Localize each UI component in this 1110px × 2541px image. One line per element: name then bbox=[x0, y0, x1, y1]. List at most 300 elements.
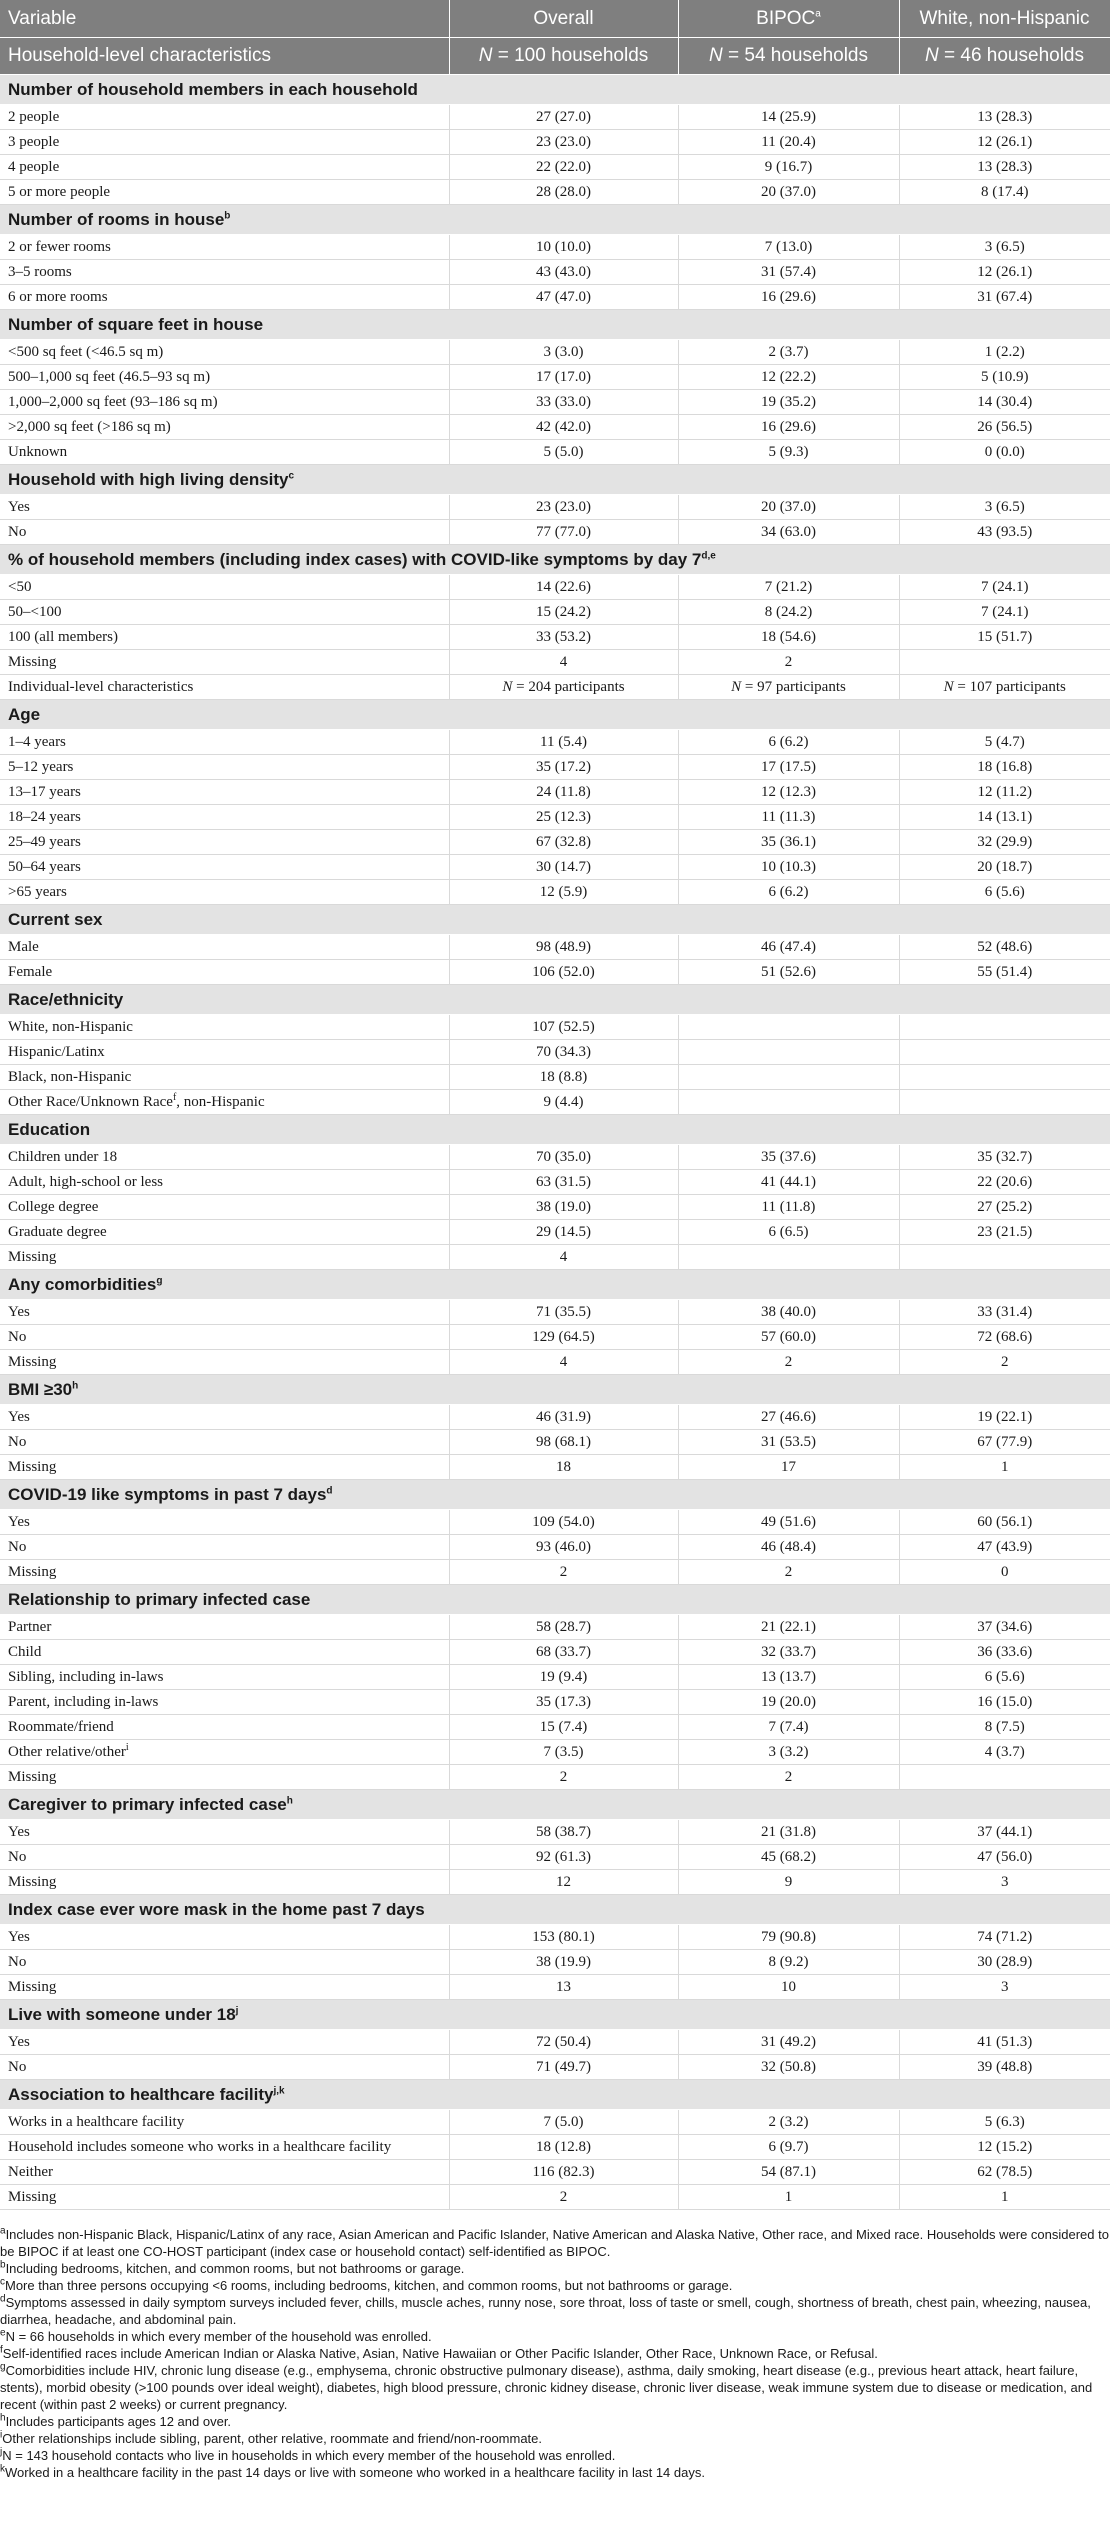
table-row bbox=[0, 730, 1110, 755]
row-value: 6 (5.6) bbox=[899, 1665, 1110, 1690]
row-value: 9 (16.7) bbox=[678, 155, 899, 180]
row-value: 11 (11.3) bbox=[678, 805, 899, 830]
row-value: 45 (68.2) bbox=[678, 1845, 899, 1870]
row-value: 32 (29.9) bbox=[899, 830, 1110, 855]
row-label: 5–12 years bbox=[0, 755, 449, 780]
row-value bbox=[678, 1040, 899, 1065]
row-label: Works in a healthcare facility bbox=[0, 2110, 449, 2135]
row-value: 6 (6.2) bbox=[678, 730, 899, 755]
row-label: <500 sq feet (<46.5 sq m) bbox=[0, 340, 449, 365]
section-header bbox=[0, 1585, 1110, 1615]
table-row bbox=[0, 1090, 1110, 1115]
row-value: 36 (33.6) bbox=[899, 1640, 1110, 1665]
footnotes bbox=[0, 2226, 1110, 2481]
header-variable: Variable bbox=[0, 0, 449, 38]
row-value bbox=[899, 1245, 1110, 1270]
row-value: 33 (31.4) bbox=[899, 1300, 1110, 1325]
table-row bbox=[0, 1665, 1110, 1690]
row-value: 47 (47.0) bbox=[449, 285, 678, 310]
row-value: 7 (24.1) bbox=[899, 600, 1110, 625]
row-label: Missing bbox=[0, 1455, 449, 1480]
row-value: 18 (16.8) bbox=[899, 755, 1110, 780]
row-value: 42 (42.0) bbox=[449, 415, 678, 440]
table-row bbox=[0, 440, 1110, 465]
row-label: Household includes someone who works in a healthcare facility bbox=[0, 2135, 449, 2160]
row-value: 106 (52.0) bbox=[449, 960, 678, 985]
row-value: 35 (32.7) bbox=[899, 1145, 1110, 1170]
row-value: 51 (52.6) bbox=[678, 960, 899, 985]
row-value: 58 (28.7) bbox=[449, 1615, 678, 1640]
row-value: 13 (28.3) bbox=[899, 105, 1110, 130]
row-label: 3–5 rooms bbox=[0, 260, 449, 285]
table-row bbox=[0, 2030, 1110, 2055]
table-row bbox=[0, 390, 1110, 415]
section-header bbox=[0, 205, 1110, 235]
row-value: 4 bbox=[449, 650, 678, 675]
row-label: Yes bbox=[0, 1405, 449, 1430]
row-value: 49 (51.6) bbox=[678, 1510, 899, 1535]
row-value: 7 (21.2) bbox=[678, 575, 899, 600]
row-value: 68 (33.7) bbox=[449, 1640, 678, 1665]
row-value: 35 (17.2) bbox=[449, 755, 678, 780]
row-value: 2 bbox=[678, 1560, 899, 1585]
row-value: 27 (27.0) bbox=[449, 105, 678, 130]
row-value: 13 (28.3) bbox=[899, 155, 1110, 180]
header-overall: Overall bbox=[449, 0, 678, 38]
row-value: 14 (25.9) bbox=[678, 105, 899, 130]
table-row bbox=[0, 1820, 1110, 1845]
section-title: Index case ever wore mask in the home past 7 days bbox=[0, 1895, 1110, 1925]
header-overall-n: N = 100 households bbox=[449, 38, 678, 75]
row-value: 67 (77.9) bbox=[899, 1430, 1110, 1455]
row-value: 16 (29.6) bbox=[678, 285, 899, 310]
row-value: 23 (23.0) bbox=[449, 130, 678, 155]
table-row bbox=[0, 600, 1110, 625]
table-row bbox=[0, 1740, 1110, 1765]
row-value: 12 (12.3) bbox=[678, 780, 899, 805]
row-value: 21 (22.1) bbox=[678, 1615, 899, 1640]
row-value: 46 (47.4) bbox=[678, 935, 899, 960]
table-row bbox=[0, 2185, 1110, 2210]
row-value: 57 (60.0) bbox=[678, 1325, 899, 1350]
row-value bbox=[899, 1015, 1110, 1040]
table-row bbox=[0, 1845, 1110, 1870]
row-value: 38 (19.0) bbox=[449, 1195, 678, 1220]
row-value: 2 (3.2) bbox=[678, 2110, 899, 2135]
table-row bbox=[0, 1690, 1110, 1715]
table-row bbox=[0, 1300, 1110, 1325]
section-title: Number of rooms in house$^b$ bbox=[0, 205, 1110, 235]
section-header bbox=[0, 2000, 1110, 2030]
table-row bbox=[0, 650, 1110, 675]
row-label: 2 or fewer rooms bbox=[0, 235, 449, 260]
row-value bbox=[678, 1090, 899, 1115]
row-value: 22 (20.6) bbox=[899, 1170, 1110, 1195]
row-label: Female bbox=[0, 960, 449, 985]
row-value bbox=[899, 1090, 1110, 1115]
individual-level-label: Individual-level characteristics bbox=[0, 675, 449, 700]
row-label: Missing bbox=[0, 1870, 449, 1895]
footnote: $^e$N = 66 households in which every member of the household was enrolled. bbox=[0, 2327, 432, 2344]
table-row bbox=[0, 1325, 1110, 1350]
row-value: 153 (80.1) bbox=[449, 1925, 678, 1950]
row-label: Partner bbox=[0, 1615, 449, 1640]
row-value: 2 bbox=[678, 650, 899, 675]
row-value: 9 (4.4) bbox=[449, 1090, 678, 1115]
row-value: 72 (50.4) bbox=[449, 2030, 678, 2055]
table-row bbox=[0, 1350, 1110, 1375]
section-title: Number of square feet in house bbox=[0, 310, 1110, 340]
table-row bbox=[0, 1615, 1110, 1640]
table-row bbox=[0, 415, 1110, 440]
row-value: 10 bbox=[678, 1975, 899, 2000]
table-row bbox=[0, 935, 1110, 960]
table-row bbox=[0, 960, 1110, 985]
row-value: 13 (13.7) bbox=[678, 1665, 899, 1690]
row-value: 11 (20.4) bbox=[678, 130, 899, 155]
table-row bbox=[0, 625, 1110, 650]
row-value: 74 (71.2) bbox=[899, 1925, 1110, 1950]
row-value: 116 (82.3) bbox=[449, 2160, 678, 2185]
row-value: 29 (14.5) bbox=[449, 1220, 678, 1245]
table-row bbox=[0, 2135, 1110, 2160]
row-value: 4 bbox=[449, 1350, 678, 1375]
row-value: 22 (22.0) bbox=[449, 155, 678, 180]
table-row bbox=[0, 830, 1110, 855]
row-value: 71 (49.7) bbox=[449, 2055, 678, 2080]
row-label: White, non-Hispanic bbox=[0, 1015, 449, 1040]
row-value: 7 (13.0) bbox=[678, 235, 899, 260]
row-value: 38 (40.0) bbox=[678, 1300, 899, 1325]
table-row bbox=[0, 1535, 1110, 1560]
section-title: Live with someone under 18$^j$ bbox=[0, 2000, 1110, 2030]
row-value: 2 (3.7) bbox=[678, 340, 899, 365]
section-header bbox=[0, 700, 1110, 730]
row-value: 62 (78.5) bbox=[899, 2160, 1110, 2185]
row-label: Yes bbox=[0, 2030, 449, 2055]
row-value: 2 bbox=[899, 1350, 1110, 1375]
row-label: Male bbox=[0, 935, 449, 960]
row-value: 77 (77.0) bbox=[449, 520, 678, 545]
row-value: 2 bbox=[678, 1350, 899, 1375]
row-label: Missing bbox=[0, 1560, 449, 1585]
footnote: $^g$Comorbidities include HIV, chronic lung disease (e.g., emphysema, chronic obstructive pulmonary disease), asthma, daily smoking, heart disease (e.g., previous heart attack, heart failure, stents), morbid obesity (>100 pounds over ideal weight), diabetes, high blood pressure, chronic kidney disease, chronic liver disease, weak immune system due to disease or medication, and recent (within past 2 weeks) or current pregnancy. bbox=[0, 2361, 1093, 2412]
row-value: 1 bbox=[899, 2185, 1110, 2210]
row-label: 13–17 years bbox=[0, 780, 449, 805]
footnote: $^k$Worked in a healthcare facility in the past 14 days or live with someone who worked in a healthcare facility in last 14 days. bbox=[0, 2463, 705, 2480]
row-value: 19 (20.0) bbox=[678, 1690, 899, 1715]
row-value: 12 (15.2) bbox=[899, 2135, 1110, 2160]
row-value: 12 bbox=[449, 1870, 678, 1895]
row-label: No bbox=[0, 1535, 449, 1560]
row-value: 107 (52.5) bbox=[449, 1015, 678, 1040]
row-value: 92 (61.3) bbox=[449, 1845, 678, 1870]
row-value: 14 (22.6) bbox=[449, 575, 678, 600]
row-label: Parent, including in-laws bbox=[0, 1690, 449, 1715]
section-title: Relationship to primary infected case bbox=[0, 1585, 1110, 1615]
row-value: 15 (51.7) bbox=[899, 625, 1110, 650]
row-label: Missing bbox=[0, 2185, 449, 2210]
section-title: BMI $\ge 30^h$ bbox=[0, 1375, 1110, 1405]
row-value: 19 (35.2) bbox=[678, 390, 899, 415]
section-header bbox=[0, 1790, 1110, 1820]
row-label: Missing bbox=[0, 1245, 449, 1270]
section-header bbox=[0, 310, 1110, 340]
table-row bbox=[0, 880, 1110, 905]
footnote: $^b$Including bedrooms, kitchen, and common rooms, but not bathrooms or garage. bbox=[0, 2259, 465, 2276]
table-row bbox=[0, 365, 1110, 390]
row-value: 2 bbox=[678, 1765, 899, 1790]
footnote: $^f$Self-identified races include American Indian or Alaska Native, Asian, Native Hawaiian or Other Pacific Islander, Other Race, Unknown Race, or Refusal. bbox=[0, 2344, 878, 2361]
row-value: 1 bbox=[899, 1455, 1110, 1480]
table-row bbox=[0, 495, 1110, 520]
row-value: 12 (22.2) bbox=[678, 365, 899, 390]
row-value: 18 (54.6) bbox=[678, 625, 899, 650]
row-label: Unknown bbox=[0, 440, 449, 465]
table-row bbox=[0, 1220, 1110, 1245]
row-value: 39 (48.8) bbox=[899, 2055, 1110, 2080]
row-value: 11 (11.8) bbox=[678, 1195, 899, 1220]
table-row bbox=[0, 2110, 1110, 2135]
row-value: 12 (26.1) bbox=[899, 260, 1110, 285]
table-row bbox=[0, 1170, 1110, 1195]
row-label: Other Race/Unknown Race$^f$, non-Hispanic bbox=[0, 1090, 449, 1115]
row-value: 1 bbox=[678, 2185, 899, 2210]
row-value: 24 (11.8) bbox=[449, 780, 678, 805]
section-title: Household with high living density$^c$ bbox=[0, 465, 1110, 495]
table-row bbox=[0, 575, 1110, 600]
table-row bbox=[0, 340, 1110, 365]
table-row bbox=[0, 1195, 1110, 1220]
row-label: Roommate/friend bbox=[0, 1715, 449, 1740]
row-value: 28 (28.0) bbox=[449, 180, 678, 205]
row-value: 14 (30.4) bbox=[899, 390, 1110, 415]
row-value: 8 (9.2) bbox=[678, 1950, 899, 1975]
household-sections bbox=[0, 75, 1110, 675]
row-value: 30 (28.9) bbox=[899, 1950, 1110, 1975]
row-label: Missing bbox=[0, 1765, 449, 1790]
section-header bbox=[0, 1375, 1110, 1405]
row-value: 33 (53.2) bbox=[449, 625, 678, 650]
section-header bbox=[0, 545, 1110, 575]
row-value: 1 (2.2) bbox=[899, 340, 1110, 365]
row-value: 46 (48.4) bbox=[678, 1535, 899, 1560]
section-header bbox=[0, 1115, 1110, 1145]
row-value: 41 (51.3) bbox=[899, 2030, 1110, 2055]
row-label: Adult, high-school or less bbox=[0, 1170, 449, 1195]
row-label: Other relative/other$^i$ bbox=[0, 1740, 449, 1765]
header-white: White, non-Hispanic bbox=[899, 0, 1110, 38]
row-value: 12 (26.1) bbox=[899, 130, 1110, 155]
row-label: Yes bbox=[0, 495, 449, 520]
row-value: 16 (29.6) bbox=[678, 415, 899, 440]
row-value: 15 (7.4) bbox=[449, 1715, 678, 1740]
section-title: % of household members (including index cases) with COVID-like symptoms by day 7$^{d,e}$ bbox=[0, 545, 1110, 575]
row-label: Yes bbox=[0, 1510, 449, 1535]
footnote: $^i$Other relationships include sibling, parent, other relative, roommate and friend/non-roommate. bbox=[0, 2429, 543, 2446]
row-value: 6 (9.7) bbox=[678, 2135, 899, 2160]
table-row bbox=[0, 2160, 1110, 2185]
row-value: 19 (9.4) bbox=[449, 1665, 678, 1690]
row-value: 3 bbox=[899, 1975, 1110, 2000]
table-row bbox=[0, 260, 1110, 285]
row-value: 3 bbox=[899, 1870, 1110, 1895]
row-value: 33 (33.0) bbox=[449, 390, 678, 415]
row-value: 7 (3.5) bbox=[449, 1740, 678, 1765]
row-value: 43 (43.0) bbox=[449, 260, 678, 285]
row-label: 2 people bbox=[0, 105, 449, 130]
row-value: 18 (8.8) bbox=[449, 1065, 678, 1090]
row-value: 47 (56.0) bbox=[899, 1845, 1110, 1870]
row-value: 5 (9.3) bbox=[678, 440, 899, 465]
table-row bbox=[0, 130, 1110, 155]
row-value: 2 bbox=[449, 1765, 678, 1790]
table-row bbox=[0, 805, 1110, 830]
row-label: Missing bbox=[0, 650, 449, 675]
section-header bbox=[0, 2080, 1110, 2110]
table-row bbox=[0, 155, 1110, 180]
individual-level-row bbox=[0, 675, 1110, 700]
row-value bbox=[678, 1065, 899, 1090]
row-value: 7 (7.4) bbox=[678, 1715, 899, 1740]
table-row bbox=[0, 1715, 1110, 1740]
header-household-level: Household-level characteristics bbox=[0, 38, 449, 75]
row-label: Yes bbox=[0, 1820, 449, 1845]
section-header bbox=[0, 985, 1110, 1015]
footnote: $^h$Includes participants ages 12 and over. bbox=[0, 2412, 232, 2429]
row-value: 16 (15.0) bbox=[899, 1690, 1110, 1715]
row-value: 32 (50.8) bbox=[678, 2055, 899, 2080]
row-label: Graduate degree bbox=[0, 1220, 449, 1245]
individual-level-row-group bbox=[0, 675, 1110, 700]
row-value: 10 (10.3) bbox=[678, 855, 899, 880]
table-row bbox=[0, 1245, 1110, 1270]
row-value: 31 (49.2) bbox=[678, 2030, 899, 2055]
row-label: 4 people bbox=[0, 155, 449, 180]
row-value: 43 (93.5) bbox=[899, 520, 1110, 545]
row-label: 6 or more rooms bbox=[0, 285, 449, 310]
row-label: No bbox=[0, 1845, 449, 1870]
row-value: 27 (46.6) bbox=[678, 1405, 899, 1430]
table-row bbox=[0, 780, 1110, 805]
row-value: 34 (63.0) bbox=[678, 520, 899, 545]
row-value: 98 (68.1) bbox=[449, 1430, 678, 1455]
row-value: 63 (31.5) bbox=[449, 1170, 678, 1195]
table-row bbox=[0, 1040, 1110, 1065]
row-value: 18 (12.8) bbox=[449, 2135, 678, 2160]
section-header bbox=[0, 465, 1110, 495]
table-row bbox=[0, 1925, 1110, 1950]
row-value: 41 (44.1) bbox=[678, 1170, 899, 1195]
row-value: 14 (13.1) bbox=[899, 805, 1110, 830]
table-row bbox=[0, 755, 1110, 780]
section-title: Education bbox=[0, 1115, 1110, 1145]
header-white-n: N = 46 households bbox=[899, 38, 1110, 75]
row-value: 19 (22.1) bbox=[899, 1405, 1110, 1430]
table-row bbox=[0, 1870, 1110, 1895]
row-value: 20 (37.0) bbox=[678, 180, 899, 205]
row-value: 12 (11.2) bbox=[899, 780, 1110, 805]
row-label: 18–24 years bbox=[0, 805, 449, 830]
row-value: 10 (10.0) bbox=[449, 235, 678, 260]
row-value: 12 (5.9) bbox=[449, 880, 678, 905]
table-row bbox=[0, 1455, 1110, 1480]
row-value: 0 bbox=[899, 1560, 1110, 1585]
row-label: Missing bbox=[0, 1975, 449, 2000]
row-value: 31 (57.4) bbox=[678, 260, 899, 285]
row-value: 17 bbox=[678, 1455, 899, 1480]
row-value: 0 (0.0) bbox=[899, 440, 1110, 465]
row-value: 2 bbox=[449, 1560, 678, 1585]
row-value: 27 (25.2) bbox=[899, 1195, 1110, 1220]
row-label: 1,000–2,000 sq feet (93–186 sq m) bbox=[0, 390, 449, 415]
table-row bbox=[0, 1145, 1110, 1170]
table-row bbox=[0, 1015, 1110, 1040]
footnote-marker: i bbox=[125, 1741, 129, 1753]
row-value: 4 (3.7) bbox=[899, 1740, 1110, 1765]
table-row bbox=[0, 1950, 1110, 1975]
footnote-marker: f bbox=[172, 1091, 177, 1103]
row-value: 13 bbox=[449, 1975, 678, 2000]
row-label: 500–1,000 sq feet (46.5–93 sq m) bbox=[0, 365, 449, 390]
row-value: 2 bbox=[449, 2185, 678, 2210]
header-bipoc-n: N = 54 households bbox=[678, 38, 899, 75]
row-value: 6 (6.5) bbox=[678, 1220, 899, 1245]
row-label: No bbox=[0, 1430, 449, 1455]
row-label: Neither bbox=[0, 2160, 449, 2185]
table-row bbox=[0, 855, 1110, 880]
individual-bipoc-n: N = 97 participants bbox=[678, 675, 899, 700]
row-label: Missing bbox=[0, 1350, 449, 1375]
row-value: 38 (19.9) bbox=[449, 1950, 678, 1975]
row-value: 21 (31.8) bbox=[678, 1820, 899, 1845]
row-label: <50 bbox=[0, 575, 449, 600]
table-row bbox=[0, 1510, 1110, 1535]
row-label: 5 or more people bbox=[0, 180, 449, 205]
row-label: No bbox=[0, 2055, 449, 2080]
row-label: 3 people bbox=[0, 130, 449, 155]
row-value: 70 (35.0) bbox=[449, 1145, 678, 1170]
footnote: $^c$More than three persons occupying <6 rooms, including bedrooms, kitchen, and common rooms, but not bathrooms or garage. bbox=[0, 2276, 733, 2293]
row-label: 50–64 years bbox=[0, 855, 449, 880]
row-value bbox=[899, 650, 1110, 675]
row-label: No bbox=[0, 520, 449, 545]
section-title: Age bbox=[0, 700, 1110, 730]
row-value: 8 (17.4) bbox=[899, 180, 1110, 205]
table-row bbox=[0, 285, 1110, 310]
row-value: 67 (32.8) bbox=[449, 830, 678, 855]
row-value: 52 (48.6) bbox=[899, 935, 1110, 960]
header-bipoc: BIPOC$^a$ bbox=[678, 0, 899, 38]
row-value: 6 (6.2) bbox=[678, 880, 899, 905]
footnote: $^d$Symptoms assessed in daily symptom surveys included fever, chills, muscle aches, runny nose, sore throat, loss of taste or smell, cough, shortness of breath, chest pain, wheezing, nausea, diarrhea, headache, and abdominal pain. bbox=[0, 2293, 1091, 2327]
row-label: Sibling, including in-laws bbox=[0, 1665, 449, 1690]
table-row bbox=[0, 2055, 1110, 2080]
row-value: 17 (17.5) bbox=[678, 755, 899, 780]
table-row bbox=[0, 1065, 1110, 1090]
row-value: 31 (53.5) bbox=[678, 1430, 899, 1455]
row-value: 8 (7.5) bbox=[899, 1715, 1110, 1740]
row-value: 30 (14.7) bbox=[449, 855, 678, 880]
row-value: 5 (5.0) bbox=[449, 440, 678, 465]
row-value: 109 (54.0) bbox=[449, 1510, 678, 1535]
row-value: 37 (44.1) bbox=[899, 1820, 1110, 1845]
row-label: Children under 18 bbox=[0, 1145, 449, 1170]
row-label: >65 years bbox=[0, 880, 449, 905]
table-row bbox=[0, 105, 1110, 130]
row-value: 37 (34.6) bbox=[899, 1615, 1110, 1640]
row-value: 4 bbox=[449, 1245, 678, 1270]
